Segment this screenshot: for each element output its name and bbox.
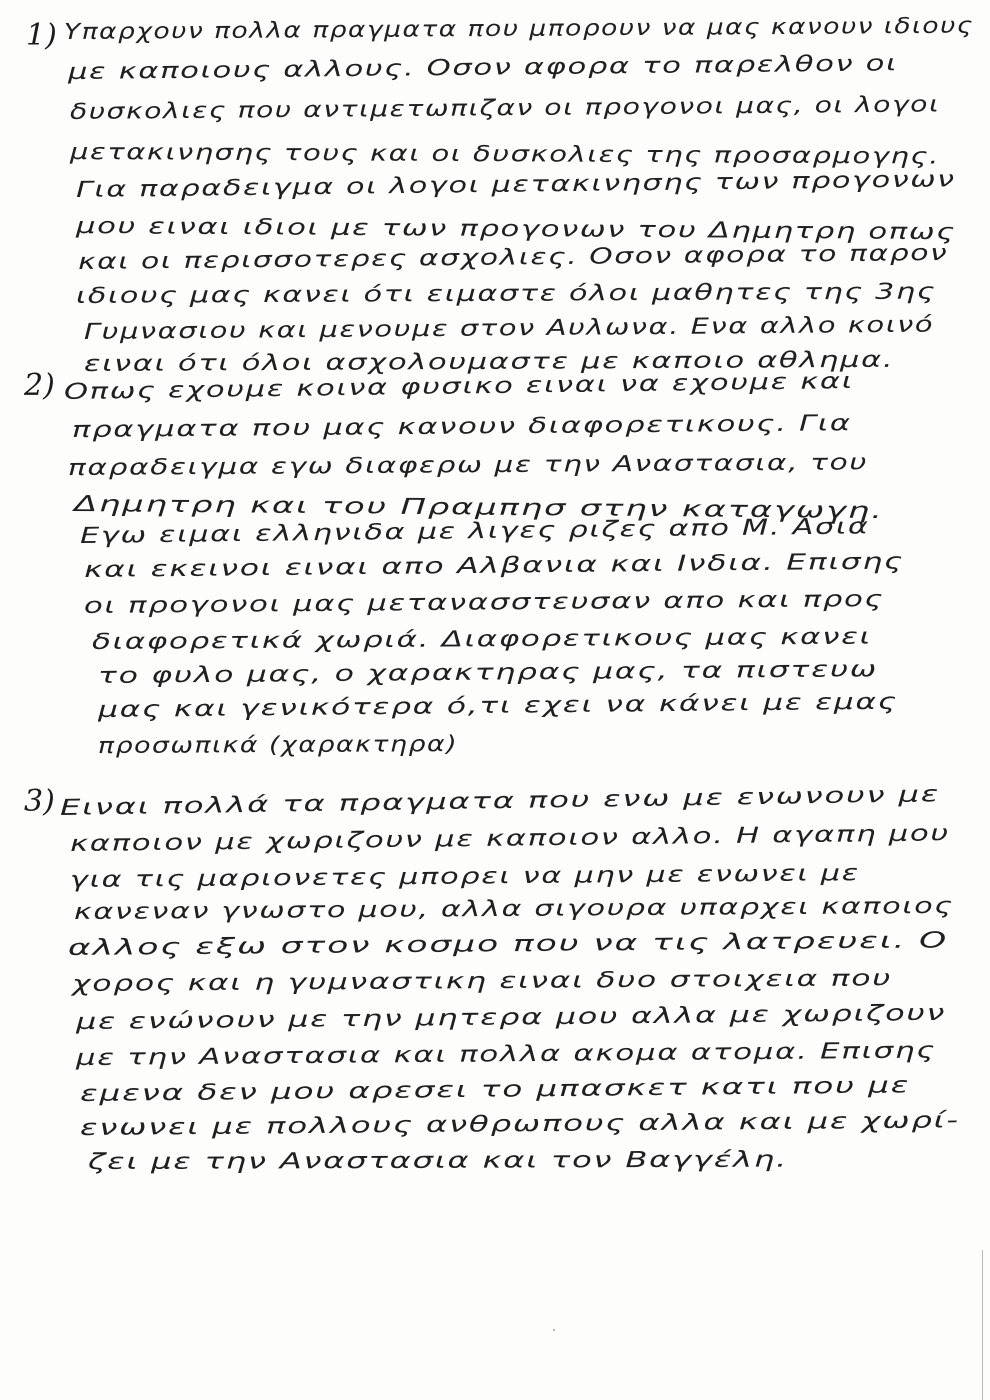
handwritten-line: μου ειναι ιδιοι με των προγονων του Δημητρη οπως [75, 214, 956, 246]
handwritten-line: με καποιους αλλους. Οσον αφορα το παρελθον οι [67, 51, 899, 85]
handwritten-line: κανεναν γνωστο μου, αλλα σιγουρα υπαρχει καποιος [73, 893, 954, 925]
handwritten-line: ενωνει με πολλους ανθρωπους αλλα και με χωρί- [79, 1108, 960, 1141]
handwritten-line: με ενώνουν με την μητερα μου αλλα με χωριζουν [75, 1000, 947, 1035]
handwritten-line: Υπαρχουν πολλα πραγματα που μπορουν να μας κανουν ιδιους [63, 13, 974, 45]
handwritten-line: για τις μαριονετες μπορει να μην με ενωνει με [69, 861, 860, 893]
handwritten-line: παραδειγμα εγω διαφερω με την Αναστασια, του [67, 450, 869, 481]
handwritten-line: εμενα δεν μου αρεσει το μπασκετ κατι που με [79, 1073, 911, 1107]
handwritten-line: Οπως εχουμε κοινα φυσικο ειναι να εχουμε και [63, 368, 854, 405]
handwritten-line: το φυλο μας, ο χαρακτηρας μας, τα πιστευω [97, 657, 879, 689]
handwritten-line: ζει με την Αναστασια και τον Βαγγέλη. [87, 1147, 789, 1175]
handwritten-line: μας και γενικότερα ό,τι εχει να κάνει με εμας [97, 689, 899, 723]
handwritten-line: Γυμνασιου και μενουμε στον Αυλωνα. Ενα αλλο κοινό [83, 312, 935, 345]
answer-number: 1) [26, 18, 57, 53]
handwritten-line: αλλος εξω στον κοσμο που να τις λατρευει. Ο [67, 928, 949, 961]
handwritten-line: Δημητρη και του Πραμπησ στην καταγωγη. [73, 492, 884, 525]
handwritten-line: Εγω ειμαι ελληνιδα με λιγες ριζες απο Μ. Ασια [79, 514, 870, 549]
handwritten-line: και εκεινοι ειναι απο Αλβανια και Ινδια. Επισης [83, 549, 905, 583]
answer-number: 2) [24, 368, 55, 403]
answer-number: 3) [24, 784, 55, 819]
handwritten-line: μετακινησης τους και οι δυσκολιες της προσαρμογης. [69, 140, 940, 170]
handwritten-line: ιδιους μας κανει ότι ειμαστε όλοι μαθητες της 3ης [75, 279, 937, 309]
handwritten-line: και οι περισσοτερες ασχολιες. Οσον αφορα το παρον [77, 240, 949, 275]
handwritten-line: οι προγονοι μας μετανασστευσαν απο και προς [83, 587, 885, 619]
handwritten-line: με την Αναστασια και πολλα ακομα ατομα. Επισης [75, 1038, 937, 1071]
handwritten-line: προσωπικά (χαρακτηρα) [97, 732, 459, 759]
handwritten-line: καποιον με χωριζουν με καποιον αλλο. Η αγαπη μου [69, 821, 950, 857]
scan-edge-line [982, 1250, 983, 1400]
handwritten-line: Ειναι πολλά τα πραγματα που ενω με ενωνουν με [59, 782, 941, 821]
handwritten-line: δυσκολιες που αντιμετωπιζαν οι προγονοι μας, οι λογοι [69, 92, 941, 125]
handwritten-line: Για παραδειγμα οι λογοι μετακινησης των προγονων [75, 167, 956, 203]
handwritten-line: χορος και η γυμναστικη ειναι δυο στοιχεια που [71, 966, 893, 997]
handwritten-line: ειναι ότι όλοι ασχολουμαστε με καποιο αθλημα. [83, 347, 895, 377]
handwritten-line: πραγματα που μας κανουν διαφορετικους. Για [71, 411, 852, 443]
handwritten-line: διαφορετικά χωριά. Διαφορετικους μας κανει [91, 624, 872, 655]
scan-speck [553, 1329, 555, 1331]
